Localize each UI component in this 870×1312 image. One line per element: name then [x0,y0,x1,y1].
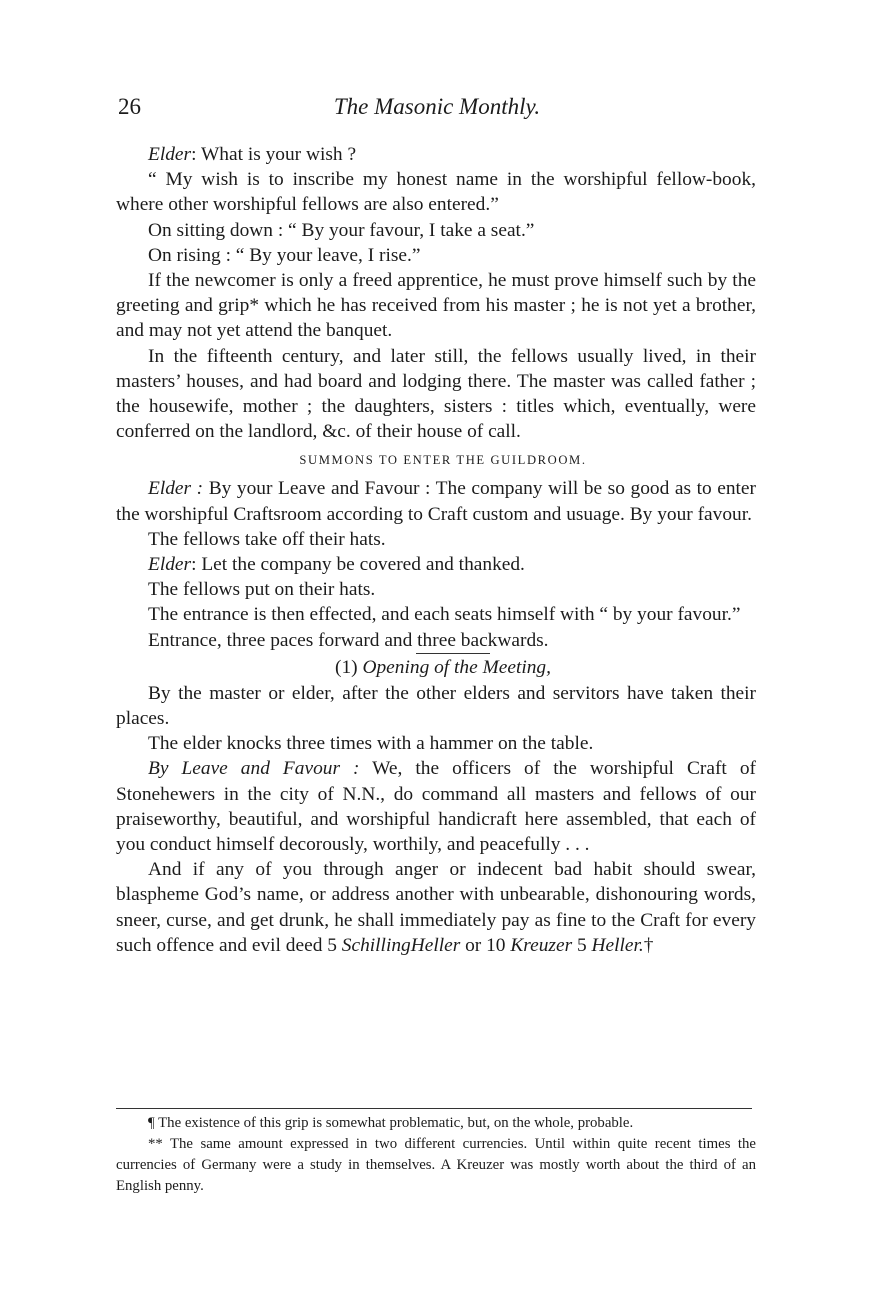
section-number: (1) [335,656,363,678]
paragraph-text: By your Leave and Favour : The company will be so good as to enter the worshipful Craftsroom according to Craft custom and usuage. By your favour. [116,478,756,525]
footnote-currencies: ** The same amount expressed in two different currencies. Until within quite recent times the currencies of Germany were a study in themselves. A Kreuzer was mostly worth about the third of an English penny. [116,1136,756,1194]
paragraph-apprentice: If the newcomer is only a freed apprentice, he must prove himself such by the greeting and grip* which he has received from his master ; he is not yet a brother, and may not yet attend the banquet. [116,270,756,342]
paragraph-elder-wish [116,142,756,167]
paragraph-text: : What is your wish ? [191,144,357,165]
footnotes [116,1108,756,1197]
paragraph-text: And if any of you through anger or indecent bad habit should swear, blaspheme God’s name, or address another with unbearable, dishonouring words, sneer, curse, and get drunk, he shall immediately pay as fine to the Craft for every such offence and evil deed 5 [116,859,756,956]
paragraph-text: : Let the company be covered and thanked. [191,554,525,576]
page-header [118,94,756,128]
footnote-rule [116,1108,752,1109]
paragraph-entrance: The entrance is then effected, and each seats himself with “ by your favour.” [148,604,741,626]
main-text [116,142,756,958]
paragraph-command [116,756,756,857]
summons-heading: SUMMONS TO ENTER THE GUILDROOM. [299,453,587,468]
paragraph-inscribe: “ My wish is to inscribe my honest name in the worshipful fellow-book, where other worshipful fellows are also entered.” [116,169,756,216]
paragraph-rising: On rising : “ By your leave, I rise.” [148,244,421,266]
paragraph-master-elder: By the master or elder, after the other elders and servitors have taken their places. [116,682,756,730]
dagger-mark: † [643,934,654,956]
paragraph-sitting: On sitting down : “ By your favour, I take a seat.” [148,219,535,241]
paragraph-text: 5 [572,934,592,956]
paragraph-text: or 10 [460,934,511,956]
currency-schilling-heller: SchillingHeller [341,934,461,956]
paragraph-fine [116,857,756,958]
leave-and-favour: By Leave and Favour : [148,758,360,780]
paragraph-paces: Entrance, three paces forward and three backwards. [148,629,549,651]
paragraph-hats-on: The fellows put on their hats. [148,579,376,601]
paragraph-elder-leave [116,476,756,526]
paragraph-knocks: The elder knocks three times with a hammer on the table. [148,733,594,755]
paragraph-elder-covered [116,552,756,577]
speaker-elder: Elder : [148,478,204,500]
section-name: Opening of the Meeting, [362,656,551,678]
section-title [116,654,756,681]
currency-heller: Heller. [591,934,644,956]
paragraph-text: We, the officers of the worshipful Craft of Stonehewers in the city of N.N., do command all masters and fellows of our praiseworthy, beautiful, and worshipful handicraft here assembled, that each of you conduct himself decorously, worthily, and peacefully . . . [116,758,756,856]
paragraph-fifteenth-century: In the fifteenth century, and later still, the fellows usually lived, in their masters’ houses, and had board and lodging there. The master was called father ; the housewife, mother ; the daughters, sisters : titles which, eventually, were conferred on the landlord, &c. of their house of call. [116,345,756,443]
footnote-grip: ¶ The existence of this grip is somewhat problematic, but, on the whole, probable. [148,1115,634,1131]
running-title: The Masonic Monthly. [333,94,541,119]
page-number: 26 [118,94,141,119]
speaker-elder: Elder [148,554,192,576]
paragraph-hats-off: The fellows take off their hats. [148,528,386,550]
speaker-elder: Elder [148,144,192,165]
currency-kreuzer: Kreuzer [510,934,573,956]
